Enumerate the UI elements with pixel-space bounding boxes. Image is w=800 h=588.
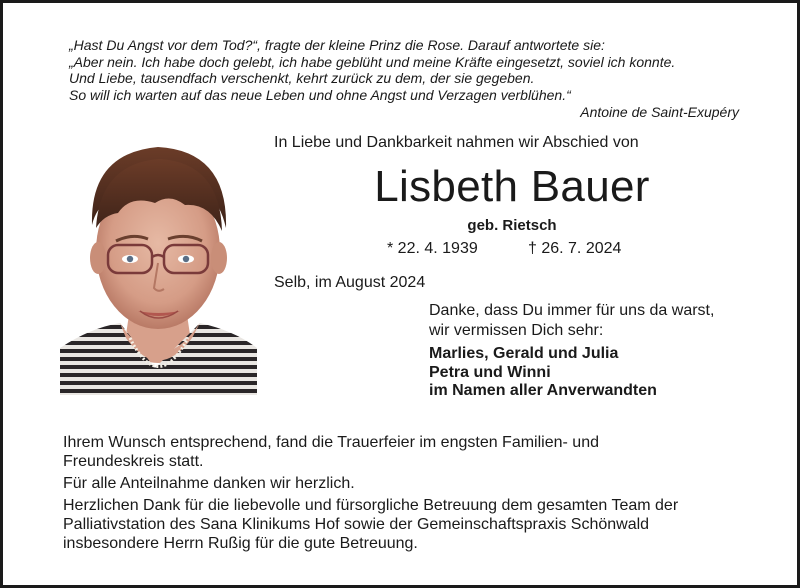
thanks-text bbox=[429, 301, 714, 341]
mourner-line: im Namen aller Anverwandten bbox=[429, 382, 657, 399]
quote-line: „Aber nein. Ich habe doch gelebt, ich habe geblüht und meine Kräfte eingesetzt, soviel ich konnte. bbox=[69, 53, 676, 70]
mourner-line: Petra und Winni bbox=[429, 363, 551, 381]
thanks-line: wir vermissen Dich sehr: bbox=[429, 322, 604, 339]
care-thanks bbox=[63, 496, 743, 553]
maiden-name: geb. Rietsch bbox=[467, 217, 557, 234]
quote-line: „Hast Du Angst vor dem Tod?“, fragte der kleine Prinz die Rose. Darauf antwortete sie: bbox=[69, 37, 605, 53]
quote-block bbox=[69, 37, 749, 103]
care-thanks-line: Palliativstation des Sana Klinikums Hof sowie der Gemeinschaftspraxis Schönwald bbox=[63, 516, 650, 533]
thanks-line: Danke, dass Du immer für uns da warst, bbox=[429, 302, 715, 319]
sympathy-thanks-line: Für alle Anteilnahme danken wir herzlich. bbox=[63, 475, 355, 492]
intro-text: In Liebe und Dankbarkeit nahmen wir Abschied von bbox=[274, 134, 639, 151]
mourners-list bbox=[429, 345, 657, 401]
quote-author: Antoine de Saint-Exupéry bbox=[580, 104, 739, 120]
care-thanks-line: Herzlichen Dank für die liebevolle und fürsorgliche Betreuung dem gesamten Team der bbox=[63, 497, 679, 514]
funeral-note bbox=[63, 433, 743, 471]
quote-line: Und Liebe, tausendfach verschenkt, kehrt zurück zu dem, der sie gegeben. bbox=[69, 70, 535, 86]
place-date: Selb, im August 2024 bbox=[274, 274, 426, 291]
portrait-photo bbox=[60, 133, 257, 395]
birth-date: * 22. 4. 1939 bbox=[387, 240, 478, 257]
death-date: † 26. 7. 2024 bbox=[528, 240, 622, 257]
closing-text bbox=[63, 433, 743, 556]
quote-line: So will ich warten auf das neue Leben und ohne Angst und Verzagen verblühen.“ bbox=[69, 86, 571, 103]
funeral-note-line: Freundeskreis statt. bbox=[63, 453, 204, 470]
sympathy-thanks bbox=[63, 474, 743, 493]
funeral-note-line: Ihrem Wunsch entsprechend, fand die Trauerfeier im engsten Familien- und bbox=[63, 434, 599, 451]
care-thanks-line: insbesondere Herrn Rußig für die gute Betreuung. bbox=[63, 535, 418, 552]
deceased-name: Lisbeth Bauer bbox=[374, 162, 650, 211]
mourner-line: Marlies, Gerald und Julia bbox=[429, 345, 619, 362]
